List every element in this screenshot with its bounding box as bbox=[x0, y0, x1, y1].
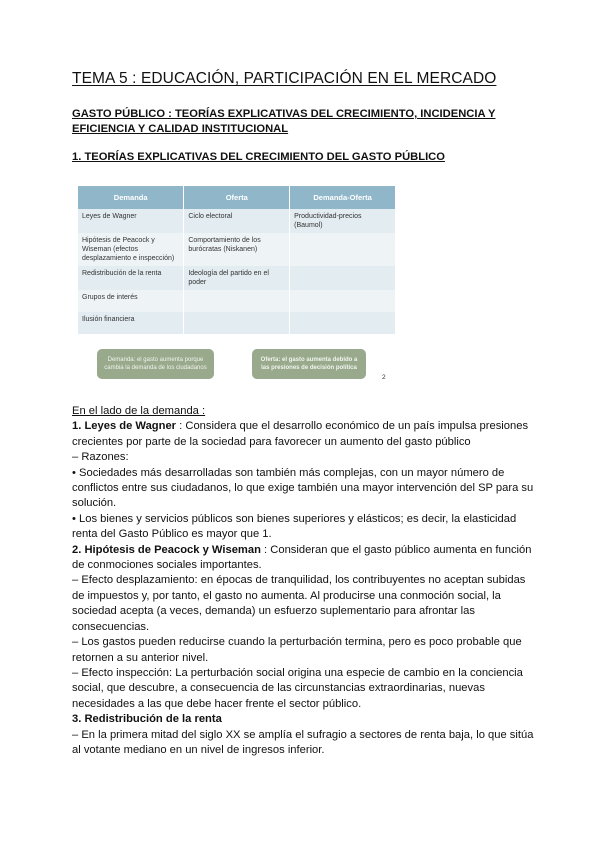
table-cell bbox=[290, 266, 396, 290]
table-row bbox=[78, 209, 396, 233]
table-cell bbox=[290, 290, 396, 312]
table-header: Oferta bbox=[184, 186, 290, 209]
wagner-reason-2: • Los bienes y servicios públicos son bienes superiores y elásticos; es decir, la elasticidad renta del Gasto Público es mayor que 1. bbox=[72, 512, 517, 541]
paragraph-wagner bbox=[72, 419, 534, 450]
table-cell: Ideología del partido en el poder bbox=[184, 266, 290, 290]
demand-intro: En el lado de la demanda : bbox=[72, 405, 206, 417]
table-cell bbox=[290, 233, 396, 266]
table-cell bbox=[184, 312, 290, 334]
peacock-heading: 2. Hipótesis de Peacock y Wiseman bbox=[72, 543, 261, 556]
paragraph-peacock bbox=[72, 543, 534, 574]
slide-page-number: 2 bbox=[382, 374, 386, 381]
peacock-text: : Consideran que el gasto público aumenta en función de conmociones sociales importantes. bbox=[72, 543, 532, 572]
table-row bbox=[78, 266, 396, 290]
redistribution-heading: 3. Redistribución de la renta bbox=[72, 713, 222, 726]
demand-summary-box: Demanda: el gasto aumenta porque cambia la demanda de los ciudadanos bbox=[97, 349, 214, 379]
table-cell bbox=[184, 290, 290, 312]
theories-table bbox=[78, 186, 396, 334]
supply-summary-box: Oferta: el gasto aumenta debido a las presiones de decisión política bbox=[252, 349, 366, 379]
table-cell: Productividad-precios (Baumol) bbox=[290, 209, 396, 233]
redistribution-text: – En la primera mitad del siglo XX se amplía el sufragio a sectores de renta baja, lo que sitúa al votante mediano en un nivel de ingresos inferior. bbox=[72, 728, 534, 756]
wagner-heading: 1. Leyes de Wagner bbox=[72, 420, 177, 433]
table-row bbox=[78, 233, 396, 266]
displacement-effect: – Efecto desplazamiento: en épocas de tranquilidad, los contribuyentes no aceptan subidas de impuestos y, por tanto, el gasto no aumenta. Al producirse una conmoción social, la sociedad acepta (a veces, demanda) un esfuerzo suplementario para afrontar las consecuencias. bbox=[72, 574, 526, 633]
document-subtitle: GASTO PÚBLICO : TEORÍAS EXPLICATIVAS DEL CRECIMIENTO, INCIDENCIA Y EFICIENCIA Y CALIDAD INSTITUCIONAL bbox=[72, 108, 496, 135]
table-header: Demanda bbox=[78, 186, 184, 209]
table-cell: Ilusión financiera bbox=[78, 312, 184, 334]
table-row bbox=[78, 290, 396, 312]
table-cell bbox=[290, 312, 396, 334]
table-cell: Redistribución de la renta bbox=[78, 266, 184, 290]
table-header: Demanda-Oferta bbox=[290, 186, 396, 209]
table-row bbox=[78, 312, 396, 334]
table-cell: Ciclo electoral bbox=[184, 209, 290, 233]
wagner-text: : Considera que el desarrollo económico de un país impulsa presiones crecientes por parte de la sociedad para favorecer un aumento del gasto público bbox=[72, 420, 529, 448]
table-cell: Grupos de interés bbox=[78, 290, 184, 312]
inspection-effect: – Efecto inspección: La perturbación social origina una especie de cambio en la conciencia social, que descubre, a consecuencia de las circunstancias extraordinarias, nuevas necesidades a las que debe hacer frente el sector público. bbox=[72, 666, 523, 710]
slide-image bbox=[78, 186, 396, 326]
section-heading: 1. TEORÍAS EXPLICATIVAS DEL CRECIMIENTO DEL GASTO PÚBLICO bbox=[72, 151, 445, 163]
table-cell: Leyes de Wagner bbox=[78, 209, 184, 233]
body-text bbox=[72, 404, 534, 758]
table-cell: Hipótesis de Peacock y Wiseman (efectos desplazamiento e inspección) bbox=[78, 233, 184, 266]
spending-reduction: – Los gastos pueden reducirse cuando la perturbación termina, pero es poco probable que retornen a su anterior nivel. bbox=[72, 636, 522, 664]
wagner-reason-1: • Sociedades más desarrolladas son también más complejas, con un mayor número de conflictos entre sus ciudadanos, lo que exige también una mayor intervención del SP para su solución. bbox=[72, 466, 534, 510]
table-cell: Comportamiento de los burócratas (Niskanen) bbox=[184, 233, 290, 266]
wagner-reasons: – Razones: bbox=[72, 451, 129, 464]
document-title: TEMA 5 : EDUCACIÓN, PARTICIPACIÓN EN EL MERCADO bbox=[72, 70, 497, 87]
